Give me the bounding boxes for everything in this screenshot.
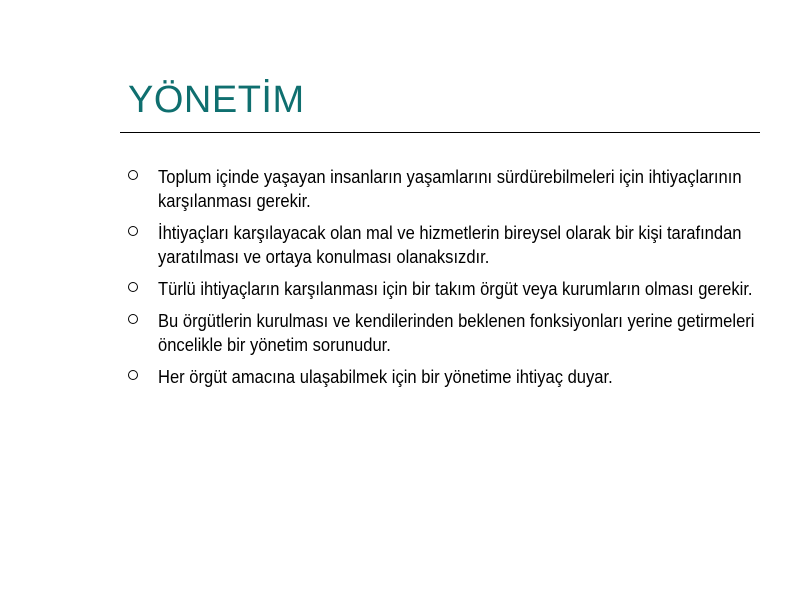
bullet-item [128,221,768,269]
bullet-item [128,277,768,301]
hollow-circle-bullet-icon [128,370,138,380]
bullet-text: Her örgüt amacına ulaşabilmek için bir yönetime ihtiyaç duyar. [158,367,613,387]
bullet-text: Toplum içinde yaşayan insanların yaşamlarını sürdürebilmeleri için ihtiyaçlarının karşılanması gerekir. [158,167,742,211]
bullet-list [128,165,768,397]
bullet-text: Bu örgütlerin kurulması ve kendilerinden beklenen fonksiyonları yerine getirmeleri öncelikle bir yönetim sorunudur. [158,311,755,355]
bullet-text: Türlü ihtiyaçların karşılanması için bir takım örgüt veya kurumların olması gerekir. [158,279,753,299]
bullet-text: İhtiyaçları karşılayacak olan mal ve hizmetlerin bireysel olarak bir kişi tarafından yaratılması ve ortaya konulması olanaksızdır. [158,223,742,267]
hollow-circle-bullet-icon [128,170,138,180]
hollow-circle-bullet-icon [128,282,138,292]
hollow-circle-bullet-icon [128,314,138,324]
bullet-item [128,309,768,357]
slide-title: YÖNETİM [128,79,305,121]
bullet-item [128,165,768,213]
hollow-circle-bullet-icon [128,226,138,236]
bullet-item [128,365,768,389]
title-divider [120,132,760,133]
